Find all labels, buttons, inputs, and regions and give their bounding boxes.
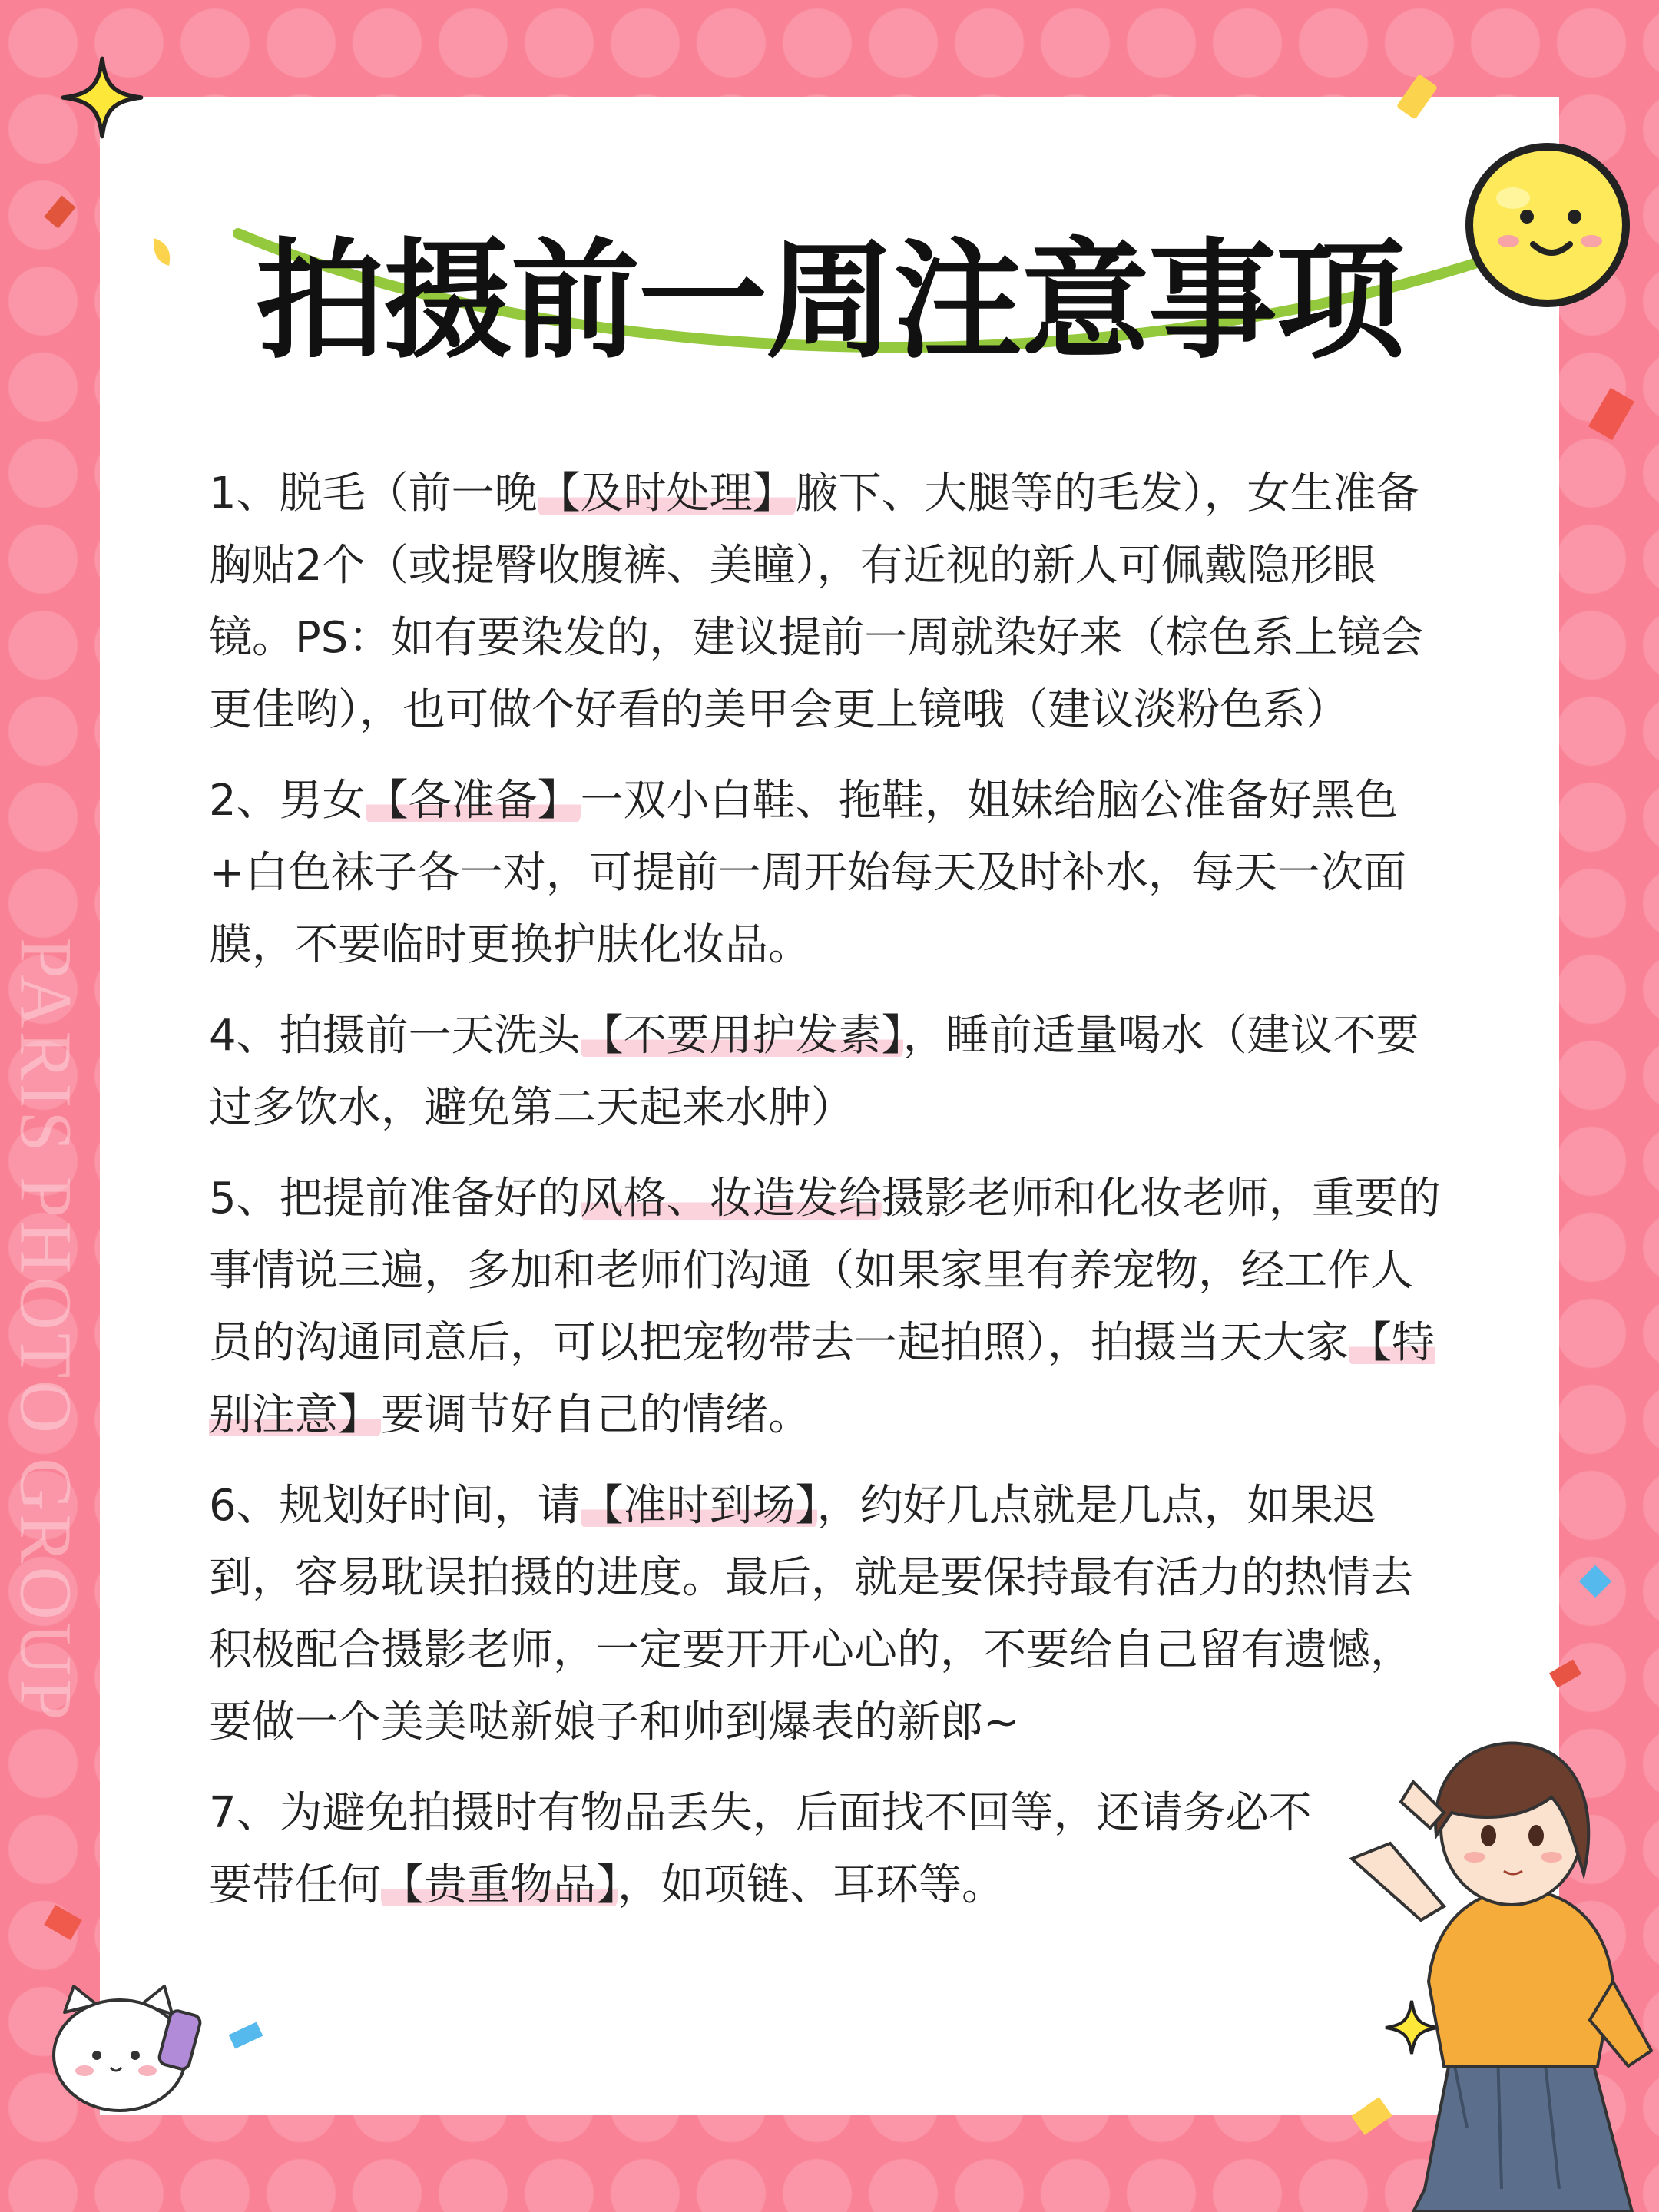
note-text: ，约好几点就是几点，如果迟到，容易耽误拍摄的进度。最后，就是要保持最有活力的热情去积极配合摄影老师，一定要开开心心的，不要给自己留有遗憾，要做一个美美哒新娘子和帅到爆表的新郎~	[209, 1481, 1413, 1747]
note-text: 2、男女	[209, 776, 366, 826]
note-text: 7、为避免拍摄时有物品丢失，后面找不回等，还请务必不要带任何	[209, 1788, 1312, 1910]
note-text: 要调节好自己的情绪。	[381, 1390, 811, 1440]
side-text-left: PARIS PHOTO GROUP	[5, 937, 88, 1724]
note-highlight: 【不要用护发素】	[580, 1011, 903, 1061]
note-text: 一双小白鞋、拖鞋，姐妹给脑公准备好黑色+白色袜子各一对，可提前一周开始每天及时补水，每天一次面膜，不要临时更换护肤化妆品。	[209, 776, 1406, 970]
note-item	[209, 765, 1453, 982]
note-item	[209, 458, 1453, 747]
note-text: 6、规划好时间，请	[209, 1481, 581, 1531]
note-item	[209, 1777, 1346, 1922]
note-highlight: 【各准备】	[365, 776, 581, 826]
note-item	[209, 1163, 1453, 1452]
note-highlight: 【准时到场】	[580, 1481, 817, 1531]
note-highlight: 【特别注意】	[209, 1318, 1435, 1440]
note-text: ，睡前适量喝水（建议不要过多饮水，避免第二天起来水肿）	[209, 1011, 1419, 1133]
note-highlight: 【及时处理】	[537, 469, 796, 518]
note-text: 腋下、大腿等的毛发），女生准备胸贴2个（或提臀收腹裤、美瞳），有近视的新人可佩戴隐形眼镜。PS：如有要染发的，建议提前一周就染好来（棕色系上镜会更佳哟），也可做个好看的美甲会更上镜哦（建议淡粉色系）	[209, 469, 1424, 735]
note-text: 1、脱毛（前一晚	[209, 469, 538, 518]
page-title: 拍摄前一周注意事项	[256, 226, 1403, 376]
cat-with-phone-icon	[49, 1982, 210, 2135]
note-highlight: 【贵重物品】	[381, 1860, 618, 1910]
note-text: 4、拍摄前一天洗头	[209, 1011, 581, 1061]
note-text: ，如项链、耳环等。	[618, 1860, 1005, 1910]
girl-saluting-icon	[1336, 1728, 1659, 2212]
note-text: 5、把提前准备好的	[209, 1174, 581, 1224]
note-highlight: 风格、妆造发给	[580, 1174, 882, 1224]
note-item	[209, 1000, 1453, 1144]
note-text: 摄影老师和化妆老师，重要的事情说三遍，多加和老师们沟通（如果家里有养宠物，经工作人员的沟通同意后，可以把宠物带去一起拍照），拍摄当天大家	[209, 1174, 1441, 1368]
note-item	[209, 1470, 1453, 1759]
notes-list	[209, 458, 1453, 1940]
